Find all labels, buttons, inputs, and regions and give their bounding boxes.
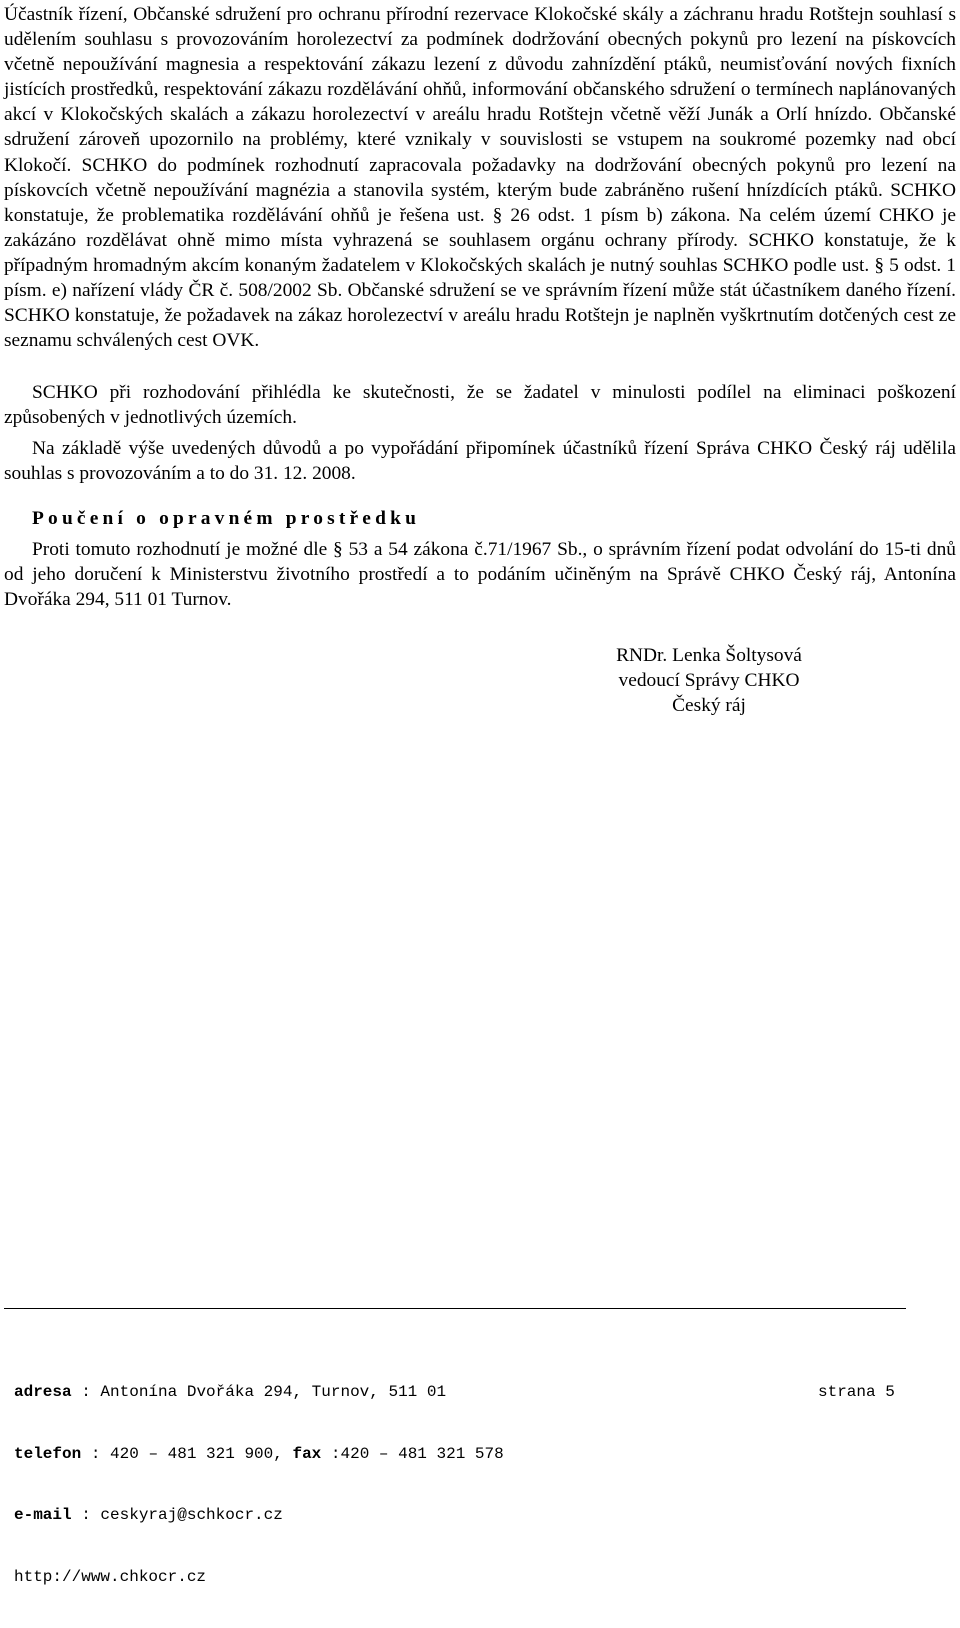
- signatory-name: RNDr. Lenka Šoltysová: [616, 645, 802, 666]
- paragraph-consideration: SCHKO při rozhodování přihlédla ke skutečnosti, že se žadatel v minulosti podílel na eliminaci poškození způsobených v jednotlivých územích.: [4, 382, 956, 429]
- signatory-role: vedoucí Správy CHKO: [618, 670, 800, 691]
- paragraph-decision: Na základě výše uvedených důvodů a po vypořádání připomínek účastníků řízení Správa CHKO Český ráj udělila souhlas s provozováním a to do 31. 12. 2008.: [4, 438, 956, 485]
- footer-divider: [4, 1308, 906, 1309]
- footer-web-row: [14, 1567, 914, 1588]
- document-page: [4, 0, 956, 1586]
- signatory-unit: Český ráj: [672, 695, 746, 716]
- address-label: adresa: [14, 1383, 72, 1401]
- email-link[interactable]: ceskyraj@schkocr.cz: [100, 1506, 283, 1524]
- page-footer: [14, 1341, 914, 1628]
- footer-phone-row: telefon : 420 – 481 321 900, fax :420 – 481 321 578: [14, 1444, 504, 1463]
- email-label: e-mail: [14, 1506, 72, 1524]
- paragraph-appeal-instructions: Proti tomuto rozhodnutí je možné dle § 53 a 54 zákona č.71/1967 Sb., o správním řízení podat odvolání do 15-ti dnů od jeho doručení k Ministerstvu životního prostředí a to podáním učiněným na Správě CHKO Český ráj, Antonína Dvořáka 294, 511 01 Turnov.: [4, 539, 956, 611]
- phone-value: 420 – 481 321 900,: [110, 1444, 283, 1463]
- website-link[interactable]: http://www.chkocr.cz: [14, 1567, 207, 1586]
- signature-block: [584, 643, 834, 718]
- footer-address-row: adresa : Antonína Dvořáka 294, Turnov, 511 01 strana 5: [14, 1383, 895, 1401]
- footer-email-row: e-mail : ceskyraj@schkocr.cz: [14, 1506, 283, 1524]
- fax-label: fax: [292, 1444, 322, 1463]
- fax-value: 420 – 481 321 578: [340, 1444, 504, 1463]
- appeal-heading: Poučení o opravném prostředku: [32, 508, 421, 529]
- phone-label: telefon: [14, 1444, 82, 1463]
- paragraph-participant-statement: Účastník řízení, Občanské sdružení pro ochranu přírodní rezervace Klokočské skály a záchranu hradu Rotštejn souhlasí s udělením souhlasu s provozováním horolezectví za podmínek dodržování obecných pokynů pro lezení na pískovcích včetně nepoužívání magnesia a respektování zákazu lezení z důvodu zahnízdění ptáků, neumisťování nových fixních jistících prostředků, respektování zákazu rozdělávání ohňů, informování občanského sdružení o termínech naplánovaných akcí v Klokočských skalách a zákazu horolezectví v areálu hradu Rotštejn včetně věží Junák a Orlí hnízdo. Občanské sdružení zároveň upozornilo na problémy, které vznikaly v souvislosti se vstupem na soukromé pozemky nad obcí Klokočí. SCHKO do podmínek rozhodnutí zapracovala požadavky na dodržování obecných pokynů pro lezení na pískovcích včetně nepoužívání magnézia a stanovila systém, kterým bude zabráněno rušení hnízdících ptáků. SCHKO konstatuje, že problematika rozdělávání ohňů je řešena ust. § 26 odst. 1 písm b) zákona. Na celém území CHKO je zakázáno rozdělávat ohně mimo místa vyhrazená se souhlasem orgánu ochrany přírody. SCHKO konstatuje, že k případným hromadným akcím konaným žadatelem v Klokočských skalách je nutný souhlas SCHKO podle ust. § 5 odst. 1 písm. e) nařízení vlády ČR č. 508/2002 Sb. Občanské sdružení se ve správním řízení může stát účastníkem daného řízení. SCHKO konstatuje, že požadavek na zákaz horolezectví v areálu hradu Rotštejn je naplněn vyškrtnutím dotčených cest ze seznamu schválených cest OVK.: [4, 4, 956, 352]
- page-number: strana 5: [818, 1383, 895, 1401]
- address-value: Antonína Dvořáka 294, Turnov, 511 01: [100, 1383, 447, 1401]
